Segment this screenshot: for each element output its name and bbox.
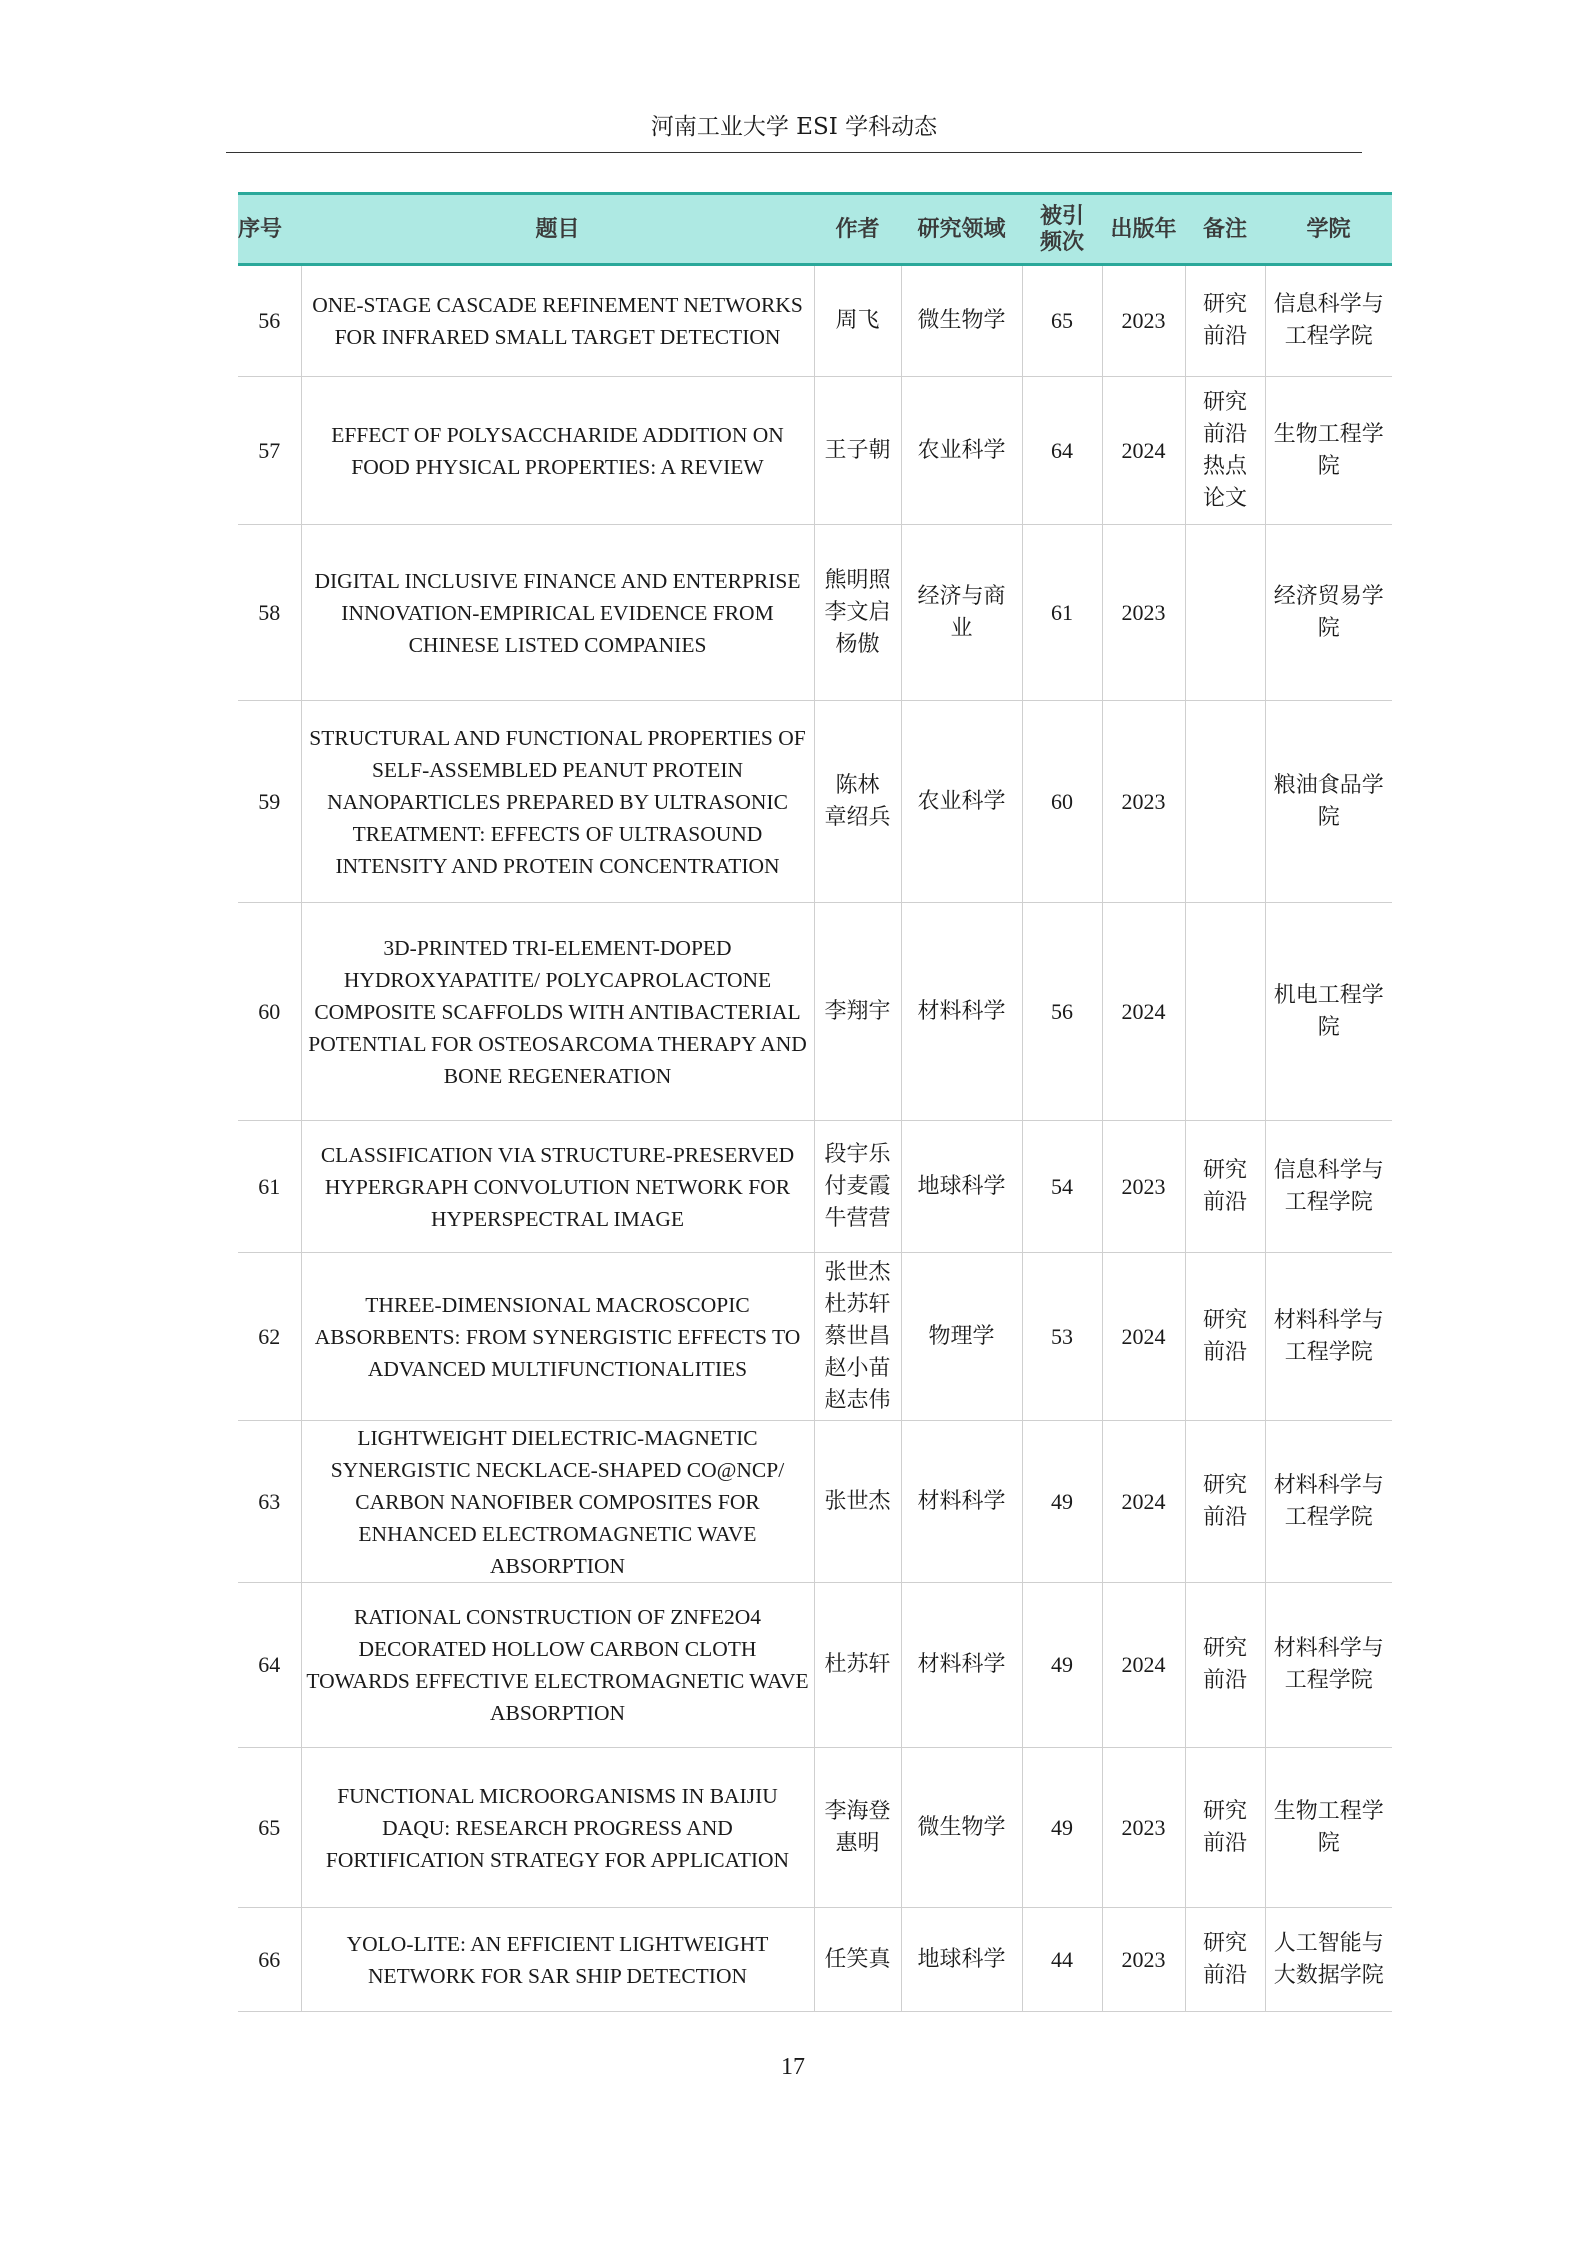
cell-citations [1022,377,1102,525]
cell-no-text: 60 [258,998,281,1024]
column-header-label: 研究领域 [917,216,1006,242]
cell-title-text: RATIONAL CONSTRUCTION OF ZNFE2O4 DECORATED HOLLOW CARBON CLOTH TOWARDS EFFECTIVE ELECTROMAGNETIC WAVE ABSORPTION [306,1605,809,1725]
cell-title [301,1421,814,1583]
table-row [238,1253,1392,1421]
cell-note [1185,1253,1265,1421]
cell-note-text: 研究 前沿 [1202,1798,1247,1856]
cell-authors [814,1908,901,2012]
cell-year [1102,701,1185,903]
cell-college-text: 信息科学与 工程学院 [1273,292,1384,349]
cell-note-text: 研究 前沿 [1202,292,1247,349]
cell-citations-text: 49 [1051,1488,1073,1514]
cell-citations-text: 64 [1051,437,1073,463]
cell-field [901,1421,1022,1583]
cell-citations-text: 56 [1051,998,1073,1024]
cell-college-text: 生物工程学 院 [1273,1798,1384,1856]
cell-year-text: 2023 [1121,1173,1166,1199]
cell-citations [1022,1748,1102,1908]
cell-title-text: THREE-DIMENSIONAL MACROSCOPIC ABSORBENTS: FROM SYNERGISTIC EFFECTS TO ADVANCED MULTIFUNCTIONALITIES [314,1292,801,1381]
page-number: 17 [781,2054,805,2080]
cell-no-text: 65 [258,1814,281,1840]
cell-field-text: 材料科学 [917,998,1006,1024]
cell-no [238,377,301,525]
cell-note-text: 研究 前沿 [1202,1930,1247,1988]
cell-authors-text: 李海登 惠明 [824,1798,891,1856]
table-row [238,1908,1392,2012]
cell-note [1185,903,1265,1121]
cell-authors-text: 任笑真 [824,1946,891,1972]
cell-no [238,1421,301,1583]
cell-college-text: 粮油食品学 院 [1273,772,1384,830]
page-header-title: 河南工业大学 ESI 学科动态 [650,114,938,140]
cell-citations [1022,903,1102,1121]
table-row [238,1748,1392,1908]
cell-title-text: FUNCTIONAL MICROORGANISMS IN BAIJIU DAQU: RESEARCH PROGRESS AND FORTIFICATION STRATEGY FOR APPLICATION [325,1783,790,1872]
column-header-label: 作者 [835,216,880,242]
cell-note [1185,377,1265,525]
cell-title-text: EFFECT OF POLYSACCHARIDE ADDITION ON FOOD PHYSICAL PROPERTIES: A REVIEW [331,422,784,479]
cell-year-text: 2023 [1121,788,1166,814]
cell-field-text: 微生物学 [917,308,1006,333]
table-row [238,1121,1392,1253]
cell-no-text: 59 [258,788,281,814]
cell-college [1265,701,1392,903]
cell-citations-text: 54 [1051,1173,1073,1199]
cell-field [901,1748,1022,1908]
cell-title-text: 3D-PRINTED TRI-ELEMENT-DOPED HYDROXYAPATITE/ POLYCAPROLACTONE COMPOSITE SCAFFOLDS WITH ANTIBACTERIAL POTENTIAL FOR OSTEOSARCOMA THERAPY AND BONE REGENERATION [308,935,807,1088]
cell-college-text: 机电工程学 院 [1273,982,1384,1040]
cell-college [1265,525,1392,701]
cell-title-text: YOLO-LITE: AN EFFICIENT LIGHTWEIGHT NETWORK FOR SAR SHIP DETECTION [346,1931,769,1988]
cell-field [901,525,1022,701]
table-header-row [238,194,1392,265]
cell-field [901,701,1022,903]
cell-no-text: 61 [258,1173,281,1199]
cell-no [238,525,301,701]
cell-title [301,903,814,1121]
cell-college-text: 材料科学与 工程学院 [1273,1307,1384,1365]
cell-field [901,1253,1022,1421]
cell-note-text: 研究 前沿 [1202,1472,1247,1530]
cell-no-text: 62 [258,1323,281,1349]
column-header-authors [814,194,901,265]
cell-note [1185,1908,1265,2012]
cell-no-text: 63 [258,1488,281,1514]
cell-no [238,1253,301,1421]
cell-title [301,525,814,701]
cell-title-text: LIGHTWEIGHT DIELECTRIC-MAGNETIC SYNERGISTIC NECKLACE-SHAPED CO@NCP/ CARBON NANOFIBER COMPOSITES FOR ENHANCED ELECTROMAGNETIC WAVE ABSORPTION [330,1425,785,1578]
cell-no [238,265,301,377]
cell-field [901,903,1022,1121]
cell-note-text: 研究 前沿 [1202,1636,1247,1693]
cell-field-text: 材料科学 [917,1488,1006,1514]
cell-authors [814,1421,901,1583]
cell-authors-text: 李翔宇 [824,998,891,1024]
cell-title-text: DIGITAL INCLUSIVE FINANCE AND ENTERPRISE INNOVATION-EMPIRICAL EVIDENCE FROM CHINESE LISTED COMPANIES [314,568,801,657]
column-header-field [901,194,1022,265]
cell-note [1185,1748,1265,1908]
cell-college-text: 材料科学与 工程学院 [1273,1636,1384,1693]
cell-field [901,265,1022,377]
table-row [238,377,1392,525]
cell-authors-text: 张世杰 杜苏轩 蔡世昌 赵小苗 赵志伟 [824,1259,891,1413]
cell-authors [814,903,901,1121]
cell-year [1102,1421,1185,1583]
cell-no [238,903,301,1121]
cell-title [301,1908,814,2012]
cell-year-text: 2024 [1121,1488,1166,1514]
cell-authors [814,525,901,701]
cell-college [1265,1421,1392,1583]
cell-title [301,1121,814,1253]
table-row [238,701,1392,903]
cell-college [1265,1748,1392,1908]
cell-year-text: 2024 [1121,1323,1166,1349]
cell-college-text: 信息科学与 工程学院 [1273,1157,1384,1215]
cell-no-text: 57 [258,437,281,463]
cell-no-text: 58 [258,599,281,625]
column-header-college [1265,194,1392,265]
cell-authors [814,1253,901,1421]
cell-authors [814,1121,901,1253]
cell-college [1265,1908,1392,2012]
cell-field [901,1908,1022,2012]
cell-note [1185,701,1265,903]
cell-year [1102,903,1185,1121]
cell-note [1185,1583,1265,1748]
cell-year [1102,1748,1185,1908]
cell-year [1102,1583,1185,1748]
column-header-label: 被引 频次 [1039,203,1084,255]
cell-field-text: 材料科学 [917,1652,1006,1677]
cell-note [1185,1421,1265,1583]
cell-college-text: 经济贸易学 院 [1273,583,1384,641]
cell-year-text: 2024 [1121,998,1166,1024]
column-header-label: 序号 [238,216,283,242]
cell-note-text: 研究 前沿 热点 论文 [1202,389,1247,511]
cell-citations [1022,1908,1102,2012]
cell-citations-text: 60 [1051,788,1073,814]
column-header-no [238,194,301,265]
cell-note [1185,525,1265,701]
cell-year-text: 2023 [1121,599,1166,625]
cell-title [301,701,814,903]
cell-citations [1022,525,1102,701]
cell-authors-text: 熊明照 李文启 杨傲 [824,567,891,657]
cell-title [301,1253,814,1421]
cell-field-text: 经济与商 业 [917,583,1006,641]
cell-citations-text: 65 [1051,308,1073,333]
cell-college [1265,377,1392,525]
cell-note-text: 研究 前沿 [1202,1157,1247,1215]
cell-authors [814,1748,901,1908]
cell-no [238,1583,301,1748]
cell-citations-text: 49 [1051,1652,1073,1677]
header-divider [226,152,1362,153]
table-row [238,1583,1392,1748]
column-header-label: 学院 [1306,216,1351,242]
cell-college-text: 生物工程学 院 [1273,421,1384,479]
cell-note-text: 研究 前沿 [1202,1307,1247,1365]
cell-note [1185,265,1265,377]
cell-citations [1022,1121,1102,1253]
cell-year [1102,377,1185,525]
cell-year-text: 2023 [1121,308,1166,333]
cell-field [901,1583,1022,1748]
cell-citations-text: 49 [1051,1814,1073,1840]
cell-year-text: 2024 [1121,1652,1166,1677]
column-header-citations [1022,194,1102,265]
cell-college [1265,1253,1392,1421]
cell-field-text: 物理学 [928,1323,995,1349]
cell-college-text: 材料科学与 工程学院 [1273,1472,1384,1530]
table-row [238,903,1392,1121]
cell-field [901,1121,1022,1253]
cell-authors-text: 段宇乐 付麦霞 牛营营 [824,1141,891,1231]
column-header-label: 出版年 [1110,216,1177,242]
cell-citations [1022,701,1102,903]
cell-authors [814,265,901,377]
cell-authors-text: 王子朝 [824,437,891,463]
column-header-label: 备注 [1202,216,1247,242]
cell-title-text: CLASSIFICATION VIA STRUCTURE-PRESERVED HYPERGRAPH CONVOLUTION NETWORK FOR HYPERSPECTRAL IMAGE [320,1142,795,1231]
cell-college [1265,1121,1392,1253]
cell-citations [1022,1253,1102,1421]
cell-authors-text: 陈林 章绍兵 [824,772,891,830]
cell-field-text: 地球科学 [917,1946,1006,1972]
cell-year [1102,1253,1185,1421]
cell-year-text: 2023 [1121,1814,1166,1840]
cell-authors-text: 杜苏轩 [824,1652,891,1677]
cell-title-text: ONE-STAGE CASCADE REFINEMENT NETWORKS FOR INFRARED SMALL TARGET DETECTION [312,293,803,349]
cell-year [1102,1908,1185,2012]
table-row [238,1421,1392,1583]
cell-citations-text: 53 [1051,1323,1073,1349]
cell-no [238,1121,301,1253]
cell-title [301,265,814,377]
cell-field-text: 农业科学 [917,788,1006,814]
cell-college [1265,265,1392,377]
table-row [238,525,1392,701]
cell-field-text: 微生物学 [917,1814,1006,1840]
cell-authors [814,701,901,903]
cell-citations [1022,265,1102,377]
cell-college [1265,1583,1392,1748]
cell-citations [1022,1421,1102,1583]
cell-no-text: 56 [258,308,281,333]
cell-authors [814,377,901,525]
cell-no-text: 64 [258,1652,281,1677]
cell-title [301,1748,814,1908]
cell-year-text: 2023 [1121,1946,1166,1972]
table-body [238,265,1392,2012]
column-header-note [1185,194,1265,265]
column-header-title [301,194,814,265]
cell-no [238,701,301,903]
cell-year [1102,525,1185,701]
cell-citations [1022,1583,1102,1748]
cell-no [238,1908,301,2012]
column-header-label: 题目 [535,216,580,242]
cell-year [1102,1121,1185,1253]
cell-field [901,377,1022,525]
cell-no-text: 66 [258,1946,281,1972]
cell-field-text: 农业科学 [917,437,1006,463]
cell-authors-text: 张世杰 [824,1488,891,1514]
cell-note [1185,1121,1265,1253]
cell-year-text: 2024 [1121,437,1166,463]
column-header-year [1102,194,1185,265]
citation-table [238,192,1392,2012]
cell-no [238,1748,301,1908]
cell-title [301,377,814,525]
cell-college-text: 人工智能与 大数据学院 [1273,1930,1384,1988]
cell-authors [814,1583,901,1748]
cell-title-text: STRUCTURAL AND FUNCTIONAL PROPERTIES OF SELF-ASSEMBLED PEANUT PROTEIN NANOPARTICLES PREPARED BY ULTRASONIC TREATMENT: EFFECTS OF ULTRASOUND INTENSITY AND PROTEIN CONCENTRATION [309,725,806,878]
cell-college [1265,903,1392,1121]
cell-title [301,1583,814,1748]
cell-field-text: 地球科学 [917,1173,1006,1199]
cell-authors-text: 周飞 [835,308,880,333]
table-row [238,265,1392,377]
cell-citations-text: 44 [1051,1946,1073,1972]
cell-citations-text: 61 [1051,599,1073,625]
cell-year [1102,265,1185,377]
